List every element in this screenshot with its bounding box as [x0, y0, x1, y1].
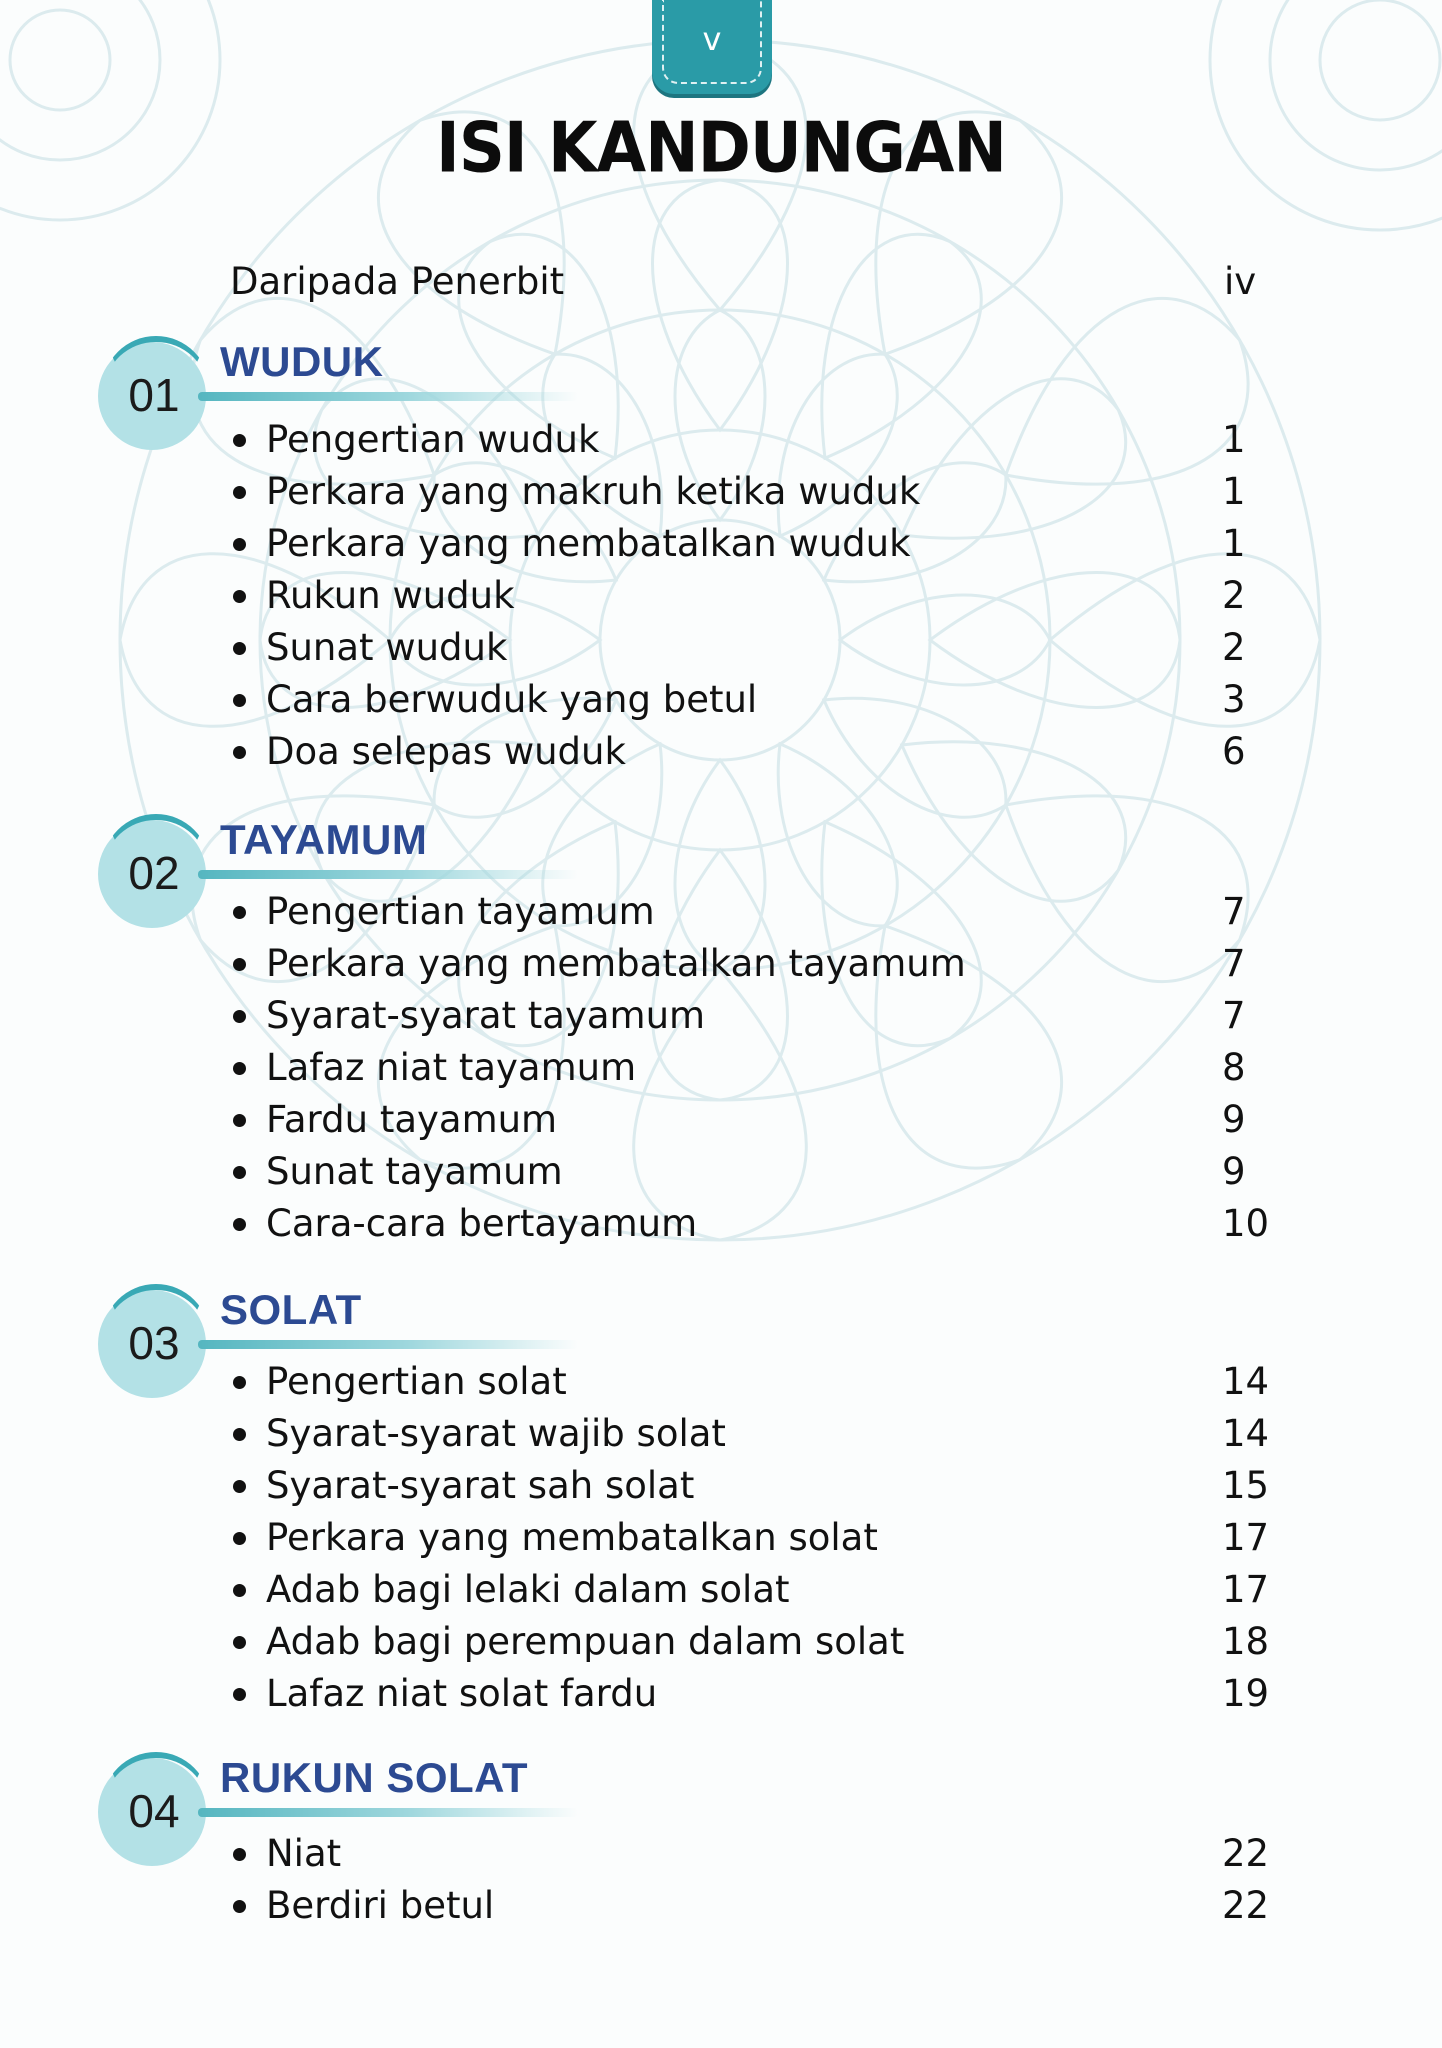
toc-item-page: 14 — [1222, 1360, 1270, 1403]
toc-item-page: 1 — [1222, 418, 1246, 461]
toc-item-label: Adab bagi lelaki dalam solat — [266, 1568, 790, 1611]
toc-item-label: Lafaz niat solat fardu — [266, 1672, 658, 1715]
toc-item-page: 3 — [1222, 678, 1246, 721]
toc-intro-label: Daripada Penerbit — [230, 260, 565, 303]
toc-item[interactable] — [230, 1564, 1270, 1616]
toc-item-label: Syarat-syarat sah solat — [266, 1464, 695, 1507]
toc-item-page: 1 — [1222, 522, 1246, 565]
toc-item[interactable] — [230, 518, 1270, 570]
toc-item-label: Doa selepas wuduk — [266, 730, 626, 773]
toc-item-label: Cara berwuduk yang betul — [266, 678, 758, 721]
toc-item[interactable] — [230, 414, 1270, 466]
toc-item-label: Perkara yang membatalkan tayamum — [266, 942, 966, 985]
page-number-tab — [652, 0, 772, 94]
toc-item-label: Pengertian solat — [266, 1360, 567, 1403]
bullet-icon — [233, 590, 246, 603]
toc-item-page: 17 — [1222, 1568, 1270, 1611]
toc-item-page: 15 — [1222, 1464, 1270, 1507]
bullet-icon — [233, 1688, 246, 1701]
section-title: TAYAMUM — [220, 816, 428, 863]
bullet-icon — [233, 1166, 246, 1179]
toc-item-label: Syarat-syarat wajib solat — [266, 1412, 726, 1455]
toc-item[interactable] — [230, 938, 1270, 990]
toc-item[interactable] — [230, 1094, 1270, 1146]
toc-item-label: Niat — [266, 1832, 342, 1875]
toc-item-page: 7 — [1222, 890, 1246, 933]
toc-item-label: Cara-cara bertayamum — [266, 1202, 698, 1245]
bullet-icon — [233, 642, 246, 655]
section-underline — [198, 392, 578, 401]
section-underline — [198, 1808, 578, 1817]
toc-item[interactable] — [230, 1828, 1270, 1880]
page-number: v — [702, 20, 722, 58]
bullet-icon — [233, 1480, 246, 1493]
toc-item[interactable] — [230, 1880, 1270, 1932]
toc-item-label: Fardu tayamum — [266, 1098, 558, 1141]
bullet-icon — [233, 1636, 246, 1649]
toc-item-label: Perkara yang membatalkan wuduk — [266, 522, 911, 565]
toc-item[interactable] — [230, 1356, 1270, 1408]
toc-item[interactable] — [230, 674, 1270, 726]
toc-item[interactable] — [230, 570, 1270, 622]
toc-item-label: Perkara yang makruh ketika wuduk — [266, 470, 921, 513]
bullet-icon — [233, 1900, 246, 1913]
toc-item-label: Rukun wuduk — [266, 574, 515, 617]
toc-item-page: 7 — [1222, 942, 1246, 985]
toc-item-page: 2 — [1222, 574, 1246, 617]
toc-item-page: 18 — [1222, 1620, 1270, 1663]
toc-item-page: 14 — [1222, 1412, 1270, 1455]
bullet-icon — [233, 538, 246, 551]
toc-item[interactable] — [230, 726, 1270, 778]
toc-item-label: Sunat tayamum — [266, 1150, 563, 1193]
toc-item-label: Syarat-syarat tayamum — [266, 994, 706, 1037]
toc-item-page: 22 — [1222, 1884, 1270, 1927]
toc-item-page: 17 — [1222, 1516, 1270, 1559]
toc-item-page: 22 — [1222, 1832, 1270, 1875]
toc-item[interactable] — [230, 1512, 1270, 1564]
bullet-icon — [233, 486, 246, 499]
section-title: SOLAT — [220, 1286, 362, 1333]
bullet-icon — [233, 906, 246, 919]
toc-item-page: 19 — [1222, 1672, 1270, 1715]
bullet-icon — [233, 1010, 246, 1023]
section-underline — [198, 1340, 578, 1349]
toc-item[interactable] — [230, 1146, 1270, 1198]
bullet-icon — [233, 1428, 246, 1441]
bullet-icon — [233, 1218, 246, 1231]
toc-item-label: Sunat wuduk — [266, 626, 508, 669]
toc-item-page: 7 — [1222, 994, 1246, 1037]
bullet-icon — [233, 746, 246, 759]
toc-item-label: Pengertian wuduk — [266, 418, 600, 461]
section-number: 02 — [128, 847, 180, 899]
toc-item-label: Pengertian tayamum — [266, 890, 655, 933]
toc-item[interactable] — [230, 1042, 1270, 1094]
toc-intro-page: iv — [1224, 260, 1257, 303]
bullet-icon — [233, 1532, 246, 1545]
toc-item-page: 1 — [1222, 470, 1246, 513]
section-number: 01 — [128, 369, 180, 421]
bullet-icon — [233, 1848, 246, 1861]
toc-item-label: Perkara yang membatalkan solat — [266, 1516, 878, 1559]
toc-item-page: 10 — [1222, 1202, 1270, 1245]
toc-item[interactable] — [230, 886, 1270, 938]
toc-item-label: Adab bagi perempuan dalam solat — [266, 1620, 905, 1663]
toc-item-label: Lafaz niat tayamum — [266, 1046, 637, 1089]
toc-item[interactable] — [230, 622, 1270, 674]
toc-item[interactable] — [230, 1668, 1270, 1720]
section-underline — [198, 870, 578, 879]
toc-intro-row[interactable] — [230, 256, 1270, 308]
section-title: RUKUN SOLAT — [220, 1754, 529, 1801]
section-title: WUDUK — [220, 338, 384, 385]
page-title: ISI KANDUNGAN — [436, 109, 1006, 189]
bullet-icon — [233, 434, 246, 447]
section-number: 04 — [128, 1785, 180, 1837]
bullet-icon — [233, 1114, 246, 1127]
toc-item[interactable] — [230, 466, 1270, 518]
toc-item[interactable] — [230, 1408, 1270, 1460]
toc-item[interactable] — [230, 990, 1270, 1042]
toc-item[interactable] — [230, 1460, 1270, 1512]
bullet-icon — [233, 1376, 246, 1389]
toc-item-page: 8 — [1222, 1046, 1246, 1089]
toc-item[interactable] — [230, 1616, 1270, 1668]
bullet-icon — [233, 1584, 246, 1597]
toc-item-page: 9 — [1222, 1150, 1246, 1193]
bullet-icon — [233, 1062, 246, 1075]
toc-item[interactable] — [230, 1198, 1270, 1250]
toc-item-page: 2 — [1222, 626, 1246, 669]
bullet-icon — [233, 694, 246, 707]
section-number: 03 — [128, 1317, 180, 1369]
bullet-icon — [233, 958, 246, 971]
toc-item-page: 6 — [1222, 730, 1246, 773]
toc-item-page: 9 — [1222, 1098, 1246, 1141]
toc-item-label: Berdiri betul — [266, 1884, 495, 1927]
